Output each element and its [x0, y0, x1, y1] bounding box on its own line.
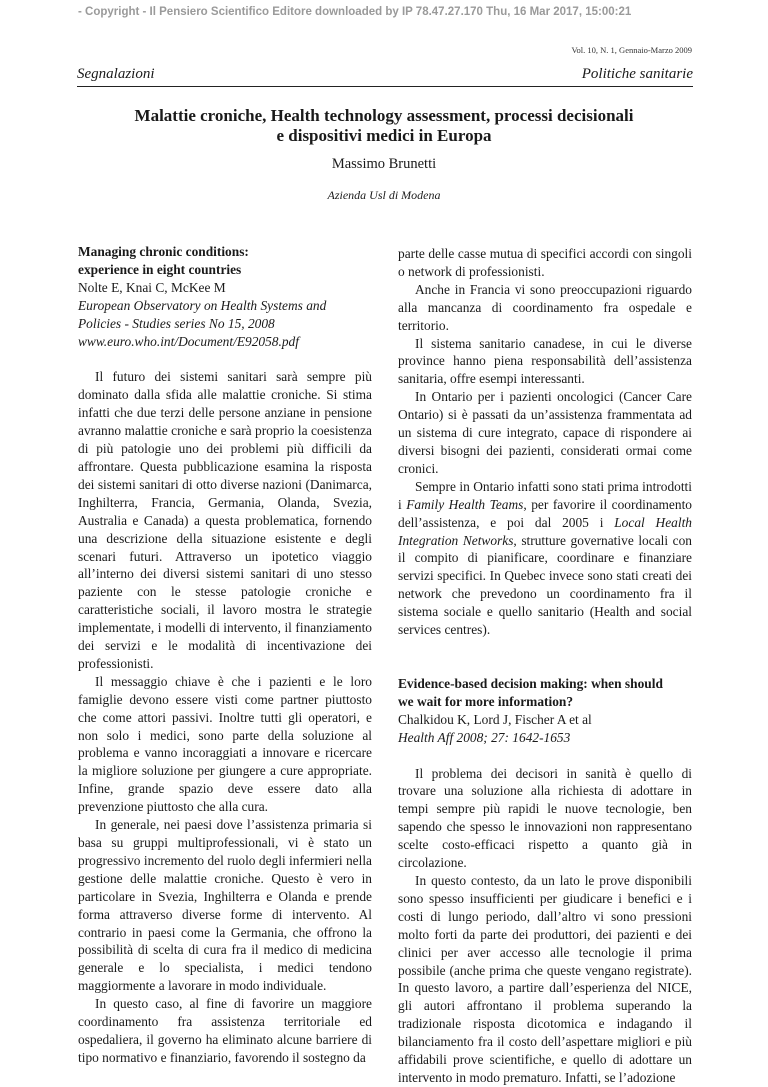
review-source: Health Aff 2008; 27: 1642-1653	[398, 729, 571, 745]
spacer	[398, 747, 692, 765]
paragraph: Il problema dei decisori in sanità è quello di trovare una soluzione alla richiesta di adottare in tempi sempre più rapidi le nuove tecnologie, ben sapendo che spesso le innovazioni non rappresentano scelte costo-efficaci rispetto a quanto già in circolazione.	[398, 765, 692, 871]
running-head	[77, 66, 693, 87]
article-title	[60, 106, 708, 146]
review-title: Managing chronic conditions:	[78, 244, 249, 259]
review-authors: Nolte E, Knai C, McKee M	[78, 279, 226, 295]
author-affiliation: Azienda Usl di Modena	[327, 188, 441, 202]
review-authors: Chalkidou K, Lord J, Fischer A et al	[398, 711, 592, 727]
paragraph: In questo contesto, da un lato le prove disponibili sono spesso insufficienti per giudicare i benefici e i costi di lungo periodo, dall’altro vi sono pressioni molto forti da parte dei produttori, dei pazienti e dei clinici per aver accesso alle tecnologie il prima possibile (anche prima che queste vengano registrate). In questo lavoro, a partire dall’esperienza del NICE, gli autori affrontano il problema superando la tradizionale risposta dicotomica e indagando il bilanciamento fra il costo dell’aspettare migliori e più affidabili prove scientifiche, e quello di adottare un intervento in modo prematuro. Infatti, se l’adozione	[398, 873, 692, 1085]
article-title-line: Malattie croniche, Health technology assessment, processi decisionali	[134, 106, 634, 125]
paragraph: In questo caso, al fine di favorire un maggiore coordinamento fra assistenza territoriale ed ospedaliera, il governo ha eliminato alcune barriere di tipo normativo e finanziario, favorendo il sostegno da	[78, 996, 372, 1065]
review-reference	[398, 675, 692, 747]
paragraph: In generale, nei paesi dove l’assistenza primaria si basa su gruppi multiprofessionali, vi è stato un progressivo incremento del ruolo degli infermieri nella gestione delle malattie croniche. Questo è vero in particolare in Svezia, Inghilterra e Olanda e prende forma attraverso diverse forme di intervento. Al contrario in paesi come la Germania, che offrono la possibilità di scelta di cura fra il medico di medicina generale e lo specialista, i medici tendono maggiormente a lavorare in modo individuale.	[78, 817, 372, 994]
review-reference	[78, 243, 372, 350]
paragraph: Il futuro dei sistemi sanitari sarà sempre più dominato dalla sfida alle malattie croniche. Si stima infatti che due terzi delle persone anziane in pensione avranno malattie croniche e sarà proprio la coesistenza di più patologie uno dei problemi più difficili da affrontare. Questa pubblicazione esamina la risposta dei sistemi sanitari di otto diverse nazioni (Danimarca, Inghilterra, Francia, Germania, Olanda, Svezia, Australia e Canada) a questa problematica, fornendo una descrizione della situazione esistente e degli scenari futuri. Attraverso un ipotetico viaggio all’interno dei diversi sistemi sanitari di uno stesso paziente con le stesse patologie croniche e caratteristiche sociali, il lavoro mostra le strategie implementate, i modelli di intervento, il finanziamento dei servizi e le modalità di incentivazione dei professionisti.	[78, 369, 372, 671]
review-title: experience in eight countries	[78, 261, 242, 277]
paragraph-emphasis: Family Health Teams	[406, 496, 524, 512]
copyright-banner: - Copyright - Il Pensiero Scientifico Editore downloaded by IP 78.47.27.170 Thu, 16 Mar 2017, 15:00:21	[78, 6, 632, 18]
column-left	[78, 243, 372, 1067]
category-label: Politiche sanitarie	[581, 66, 693, 82]
spacer	[78, 350, 372, 368]
paragraph-text: , per favorire il coordinamento dell’assistenza, e poi dal 2005 i	[398, 496, 692, 530]
section-label: Segnalazioni	[77, 66, 155, 82]
paragraph: Il messaggio chiave è che i pazienti e le loro famiglie devono essere visti come partner piuttosto che come attori passivi. Inoltre tutti gli operatori, e non solo i medici, sono parte della soluzione al problema e vanno incoraggiati a innovare e ricercare la migliore soluzione per giungere a cure appropriate. Infine, grande spazio deve essere dato alla prevenzione piuttosto che alla cura.	[78, 673, 372, 815]
review-url: www.euro.who.int/Document/E92058.pdf	[78, 333, 299, 349]
column-right	[398, 245, 692, 1087]
paragraph: Il sistema sanitario canadese, in cui le diverse province hanno piena responsabilità dell’assistenza sanitaria, offre esempi interessanti.	[398, 335, 692, 387]
volume-info: Vol. 10, N. 1, Gennaio-Marzo 2009	[571, 45, 692, 55]
paragraph: Anche in Francia vi sono preoccupazioni riguardo alla mancanza di coordinamento fra ospedale e territorio.	[398, 281, 692, 333]
review-source: Policies - Studies series No 15, 2008	[78, 315, 275, 331]
review-title: Evidence-based decision making: when should	[398, 675, 663, 691]
article-title-line: e dispositivi medici in Europa	[276, 126, 492, 145]
paragraph	[398, 478, 692, 639]
spacer	[398, 639, 692, 675]
article-author: Massimo Brunetti	[331, 156, 437, 172]
paragraph-text: , strutture governative locali con il compito di pianificare, coordinare e finanziare servizi specifici. In Quebec invece sono stati creati dei network che prevedono un coordinamento fra il sistema sociale e quello sanitario (Health and social services centres).	[398, 532, 692, 638]
paragraph-text: Sempre in Ontario infatti sono stati prima introdotti i	[398, 478, 692, 512]
paragraph: In Ontario per i pazienti oncologici (Cancer Care Ontario) si è passati da un’assistenza frammentata ad un sistema di cure integrato, capace di rispondere ai diversi bisogni dei pazienti, considerati ormai come cronici.	[398, 389, 692, 476]
review-source: European Observatory on Health Systems and	[78, 297, 327, 313]
review-title: we wait for more information?	[398, 693, 574, 709]
paragraph-emphasis: Local Health Integration Networks	[398, 514, 692, 548]
paragraph: parte delle casse mutua di specifici accordi con singoli o network di professionisti.	[398, 246, 692, 279]
